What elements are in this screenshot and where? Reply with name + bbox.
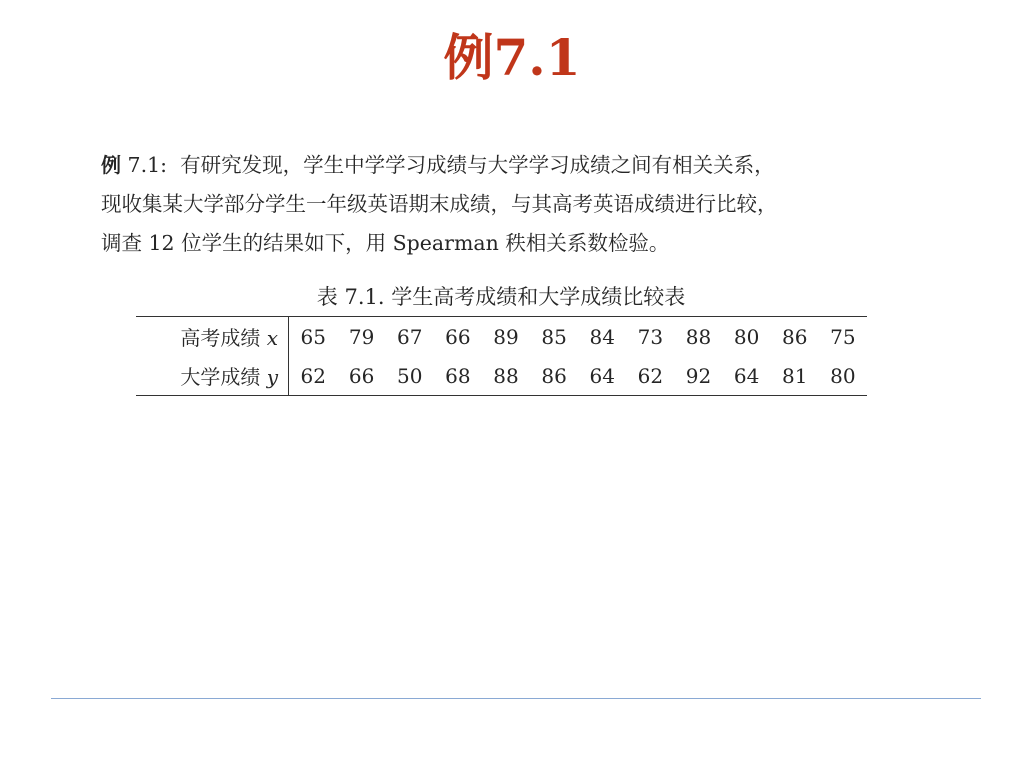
- table-cell: 92: [685, 363, 712, 388]
- table-cell: 65: [300, 324, 326, 349]
- row-label: 大学成绩: [180, 365, 261, 389]
- table-cell: 80: [733, 324, 760, 349]
- table-cell: 50: [397, 363, 423, 388]
- table-row: [136, 317, 867, 357]
- example-paragraph: [101, 146, 901, 263]
- table-cell: 66: [445, 324, 471, 349]
- table-cell: 88: [685, 324, 712, 349]
- table-cell: 75: [830, 324, 856, 349]
- table-cell: 67: [397, 324, 423, 349]
- table-cell: 64: [733, 363, 760, 388]
- table-cell: 88: [493, 363, 519, 388]
- table-cell: 73: [637, 324, 664, 349]
- table-cell: 89: [493, 324, 519, 349]
- table-row: [136, 356, 867, 396]
- row-variable: x: [266, 326, 278, 350]
- score-table: [136, 316, 867, 396]
- row-variable: y: [266, 365, 278, 389]
- table-caption: 表 7.1. 学生高考成绩和大学成绩比较表: [316, 285, 686, 309]
- table-cell: 84: [589, 324, 615, 349]
- example-prefix: 例: [101, 153, 121, 177]
- table-cell: 86: [541, 363, 567, 388]
- example-number: 7.1:: [127, 153, 168, 177]
- example-line-1-text: 有研究发现，学生中学学习成绩与大学学习成绩之间有相关关系，: [180, 153, 775, 177]
- table-cell: 80: [830, 363, 856, 388]
- table-cell: 85: [541, 324, 567, 349]
- example-line-1: [101, 146, 901, 185]
- row-label: 高考成绩: [180, 326, 261, 350]
- table-cell: 62: [637, 363, 664, 388]
- table-cell: 64: [589, 363, 615, 388]
- table-cell: 62: [300, 363, 326, 388]
- table-cell: 68: [445, 363, 471, 388]
- table-cell: 79: [348, 324, 375, 349]
- example-line-3: 调查 12 位学生的结果如下，用 Spearman 秩相关系数检验。: [101, 231, 670, 255]
- example-line-2: 现收集某大学部分学生一年级英语期末成绩，与其高考英语成绩进行比较，: [101, 192, 778, 216]
- slide-title: 例7.1: [443, 28, 581, 87]
- table-cell: 66: [348, 363, 375, 388]
- row-header: [136, 356, 289, 396]
- table-cell: 81: [782, 363, 808, 388]
- table-cell: 86: [782, 324, 808, 349]
- footer-divider: [51, 698, 981, 699]
- row-header: [136, 317, 289, 357]
